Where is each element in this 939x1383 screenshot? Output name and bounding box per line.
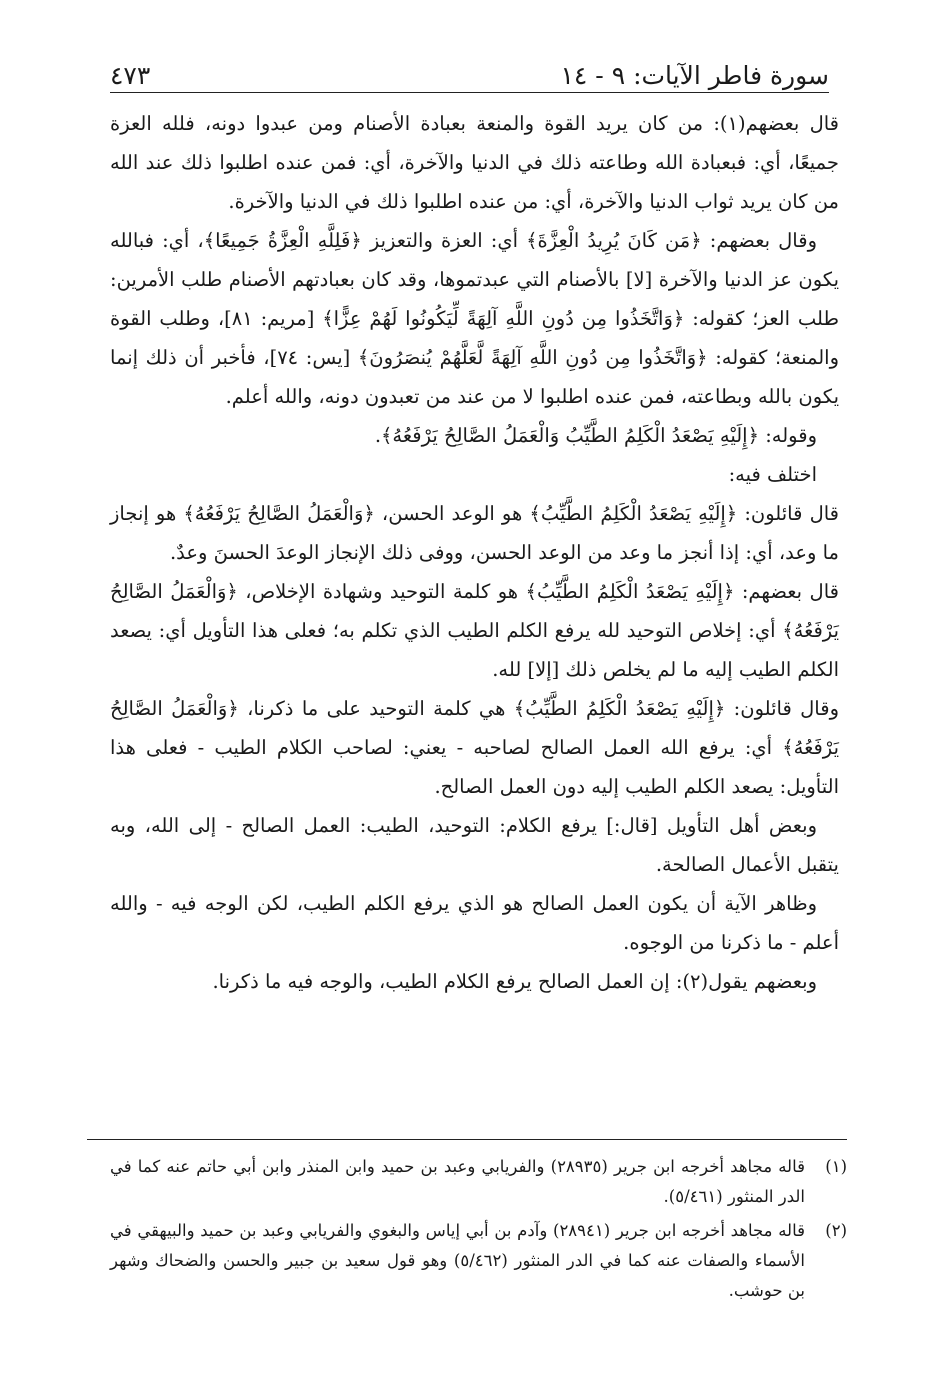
footnote-number: (١) bbox=[825, 1157, 847, 1176]
footnote bbox=[110, 1216, 847, 1306]
running-head: سورة فاطر الآيات: ٩ - ١٤ bbox=[560, 61, 829, 90]
paragraph: وبعضهم يقول(٢): إن العمل الصالح يرفع الكلام الطيب، والوجه فيه ما ذكرنا. bbox=[212, 970, 817, 993]
footnote-number: (٢) bbox=[825, 1221, 847, 1240]
paragraph: قال بعضهم(١): من كان يريد القوة والمنعة بعبادة الأصنام ومن عبدوا دونه، فلله العزة جميعًا، أي: فبعبادة الله وطاعته ذلك في الدنيا والآخرة، أي: فمن عنده اطلبوا ذلك عند الله من كان يريد ثواب الدنيا والآخرة، أي: من عنده اطلبوا ذلك في الدنيا والآخرة. bbox=[110, 112, 839, 213]
page-header bbox=[110, 48, 829, 93]
main-text bbox=[110, 104, 839, 1001]
paragraph: قال بعضهم: ﴿إِلَيْهِ يَصْعَدُ الْكَلِمُ الطَّيِّبُ﴾ هو كلمة التوحيد وشهادة الإخلاص، ﴿وَالْعَمَلُ الصَّالِحُ يَرْفَعُهُ﴾ أي: إخلاص التوحيد لله يرفع الكلم الطيب الذي تكلم به؛ فعلى هذا التأويل أي: يصعد الكلم الطيب إليه ما لم يخلص ذلك [إلا] لله. bbox=[110, 580, 839, 681]
paragraph: قال قائلون: ﴿إِلَيْهِ يَصْعَدُ الْكَلِمُ الطَّيِّبُ﴾ هو الوعد الحسن، ﴿وَالْعَمَلُ الصَّالِحُ يَرْفَعُهُ﴾ هو إنجاز ما وعد، أي: إذا أنجز ما وعد من الوعد الحسن، ووفى ذلك الإنجاز الوعدَ الحسنَ وعدٌ. bbox=[110, 502, 839, 564]
footnote-divider bbox=[87, 1139, 847, 1140]
footnote-text: قاله مجاهد أخرجه ابن جرير (٢٨٩٣٥) والفريابي وعبد بن حميد وابن المنذر وابن أبي حاتم عنه كما في الدر المنثور (٥/٤٦١). bbox=[110, 1157, 805, 1206]
footnotes bbox=[110, 1152, 847, 1310]
paragraph: وظاهر الآية أن يكون العمل الصالح هو الذي يرفع الكلم الطيب، لكن الوجه فيه - والله أعلم - ما ذكرنا من الوجوه. bbox=[110, 892, 839, 954]
page-number: ٤٧٣ bbox=[110, 61, 151, 90]
paragraph: وقوله: ﴿إِلَيْهِ يَصْعَدُ الْكَلِمُ الطَّيِّبُ وَالْعَمَلُ الصَّالِحُ يَرْفَعُهُ﴾. bbox=[374, 424, 817, 447]
paragraph: اختلف فيه: bbox=[728, 463, 817, 486]
paragraph: وبعض أهل التأويل [قال:] يرفع الكلام: التوحيد، الطيب: العمل الصالح - إلى الله، وبه يتقبل الأعمال الصالحة. bbox=[110, 814, 839, 876]
footnote bbox=[110, 1152, 847, 1212]
paragraph: وقال بعضهم: ﴿مَن كَانَ يُرِيدُ الْعِزَّةَ﴾ أي: العزة والتعزيز ﴿فَلِلَّهِ الْعِزَّةُ جَمِيعًا﴾، أي: فبالله يكون عز الدنيا والآخرة [لا] بالأصنام التي عبدتموها، وقد كان بعبادتهم الأصنام طلب الأمرين: طلب العز؛ كقوله: ﴿وَاتَّخَذُوا مِن دُونِ اللَّهِ آلِهَةً لِّيَكُونُوا لَهُمْ عِزًّا﴾ [مريم: ٨١]، وطلب القوة والمنعة؛ كقوله: ﴿وَاتَّخَذُوا مِن دُونِ اللَّهِ آلِهَةً لَّعَلَّهُمْ يُنصَرُونَ﴾ [يس: ٧٤]، فأخبر أن ذلك إنما يكون بالله وبطاعته، فمن عنده اطلبوا لا من عند من تعبدون دونه، والله أعلم. bbox=[110, 229, 839, 408]
footnote-text: قاله مجاهد أخرجه ابن جرير (٢٨٩٤١) وآدم بن أبي إياس والبغوي والفريابي وعبد بن حميد والبيهقي في الأسماء والصفات عنه كما في الدر المنثور (٥/٤٦٢) وهو قول سعيد بن جبير والحسن والضحاك وشهر بن حوشب. bbox=[110, 1221, 805, 1300]
paragraph: وقال قائلون: ﴿إِلَيْهِ يَصْعَدُ الْكَلِمُ الطَّيِّبُ﴾ هي كلمة التوحيد على ما ذكرنا، ﴿وَالْعَمَلُ الصَّالِحُ يَرْفَعُهُ﴾ أي: يرفع الله العمل الصالح لصاحبه - يعني: لصاحب الكلام الطيب - فعلى هذا التأويل: يصعد الكلم الطيب إليه دون العمل الصالح. bbox=[110, 697, 839, 798]
